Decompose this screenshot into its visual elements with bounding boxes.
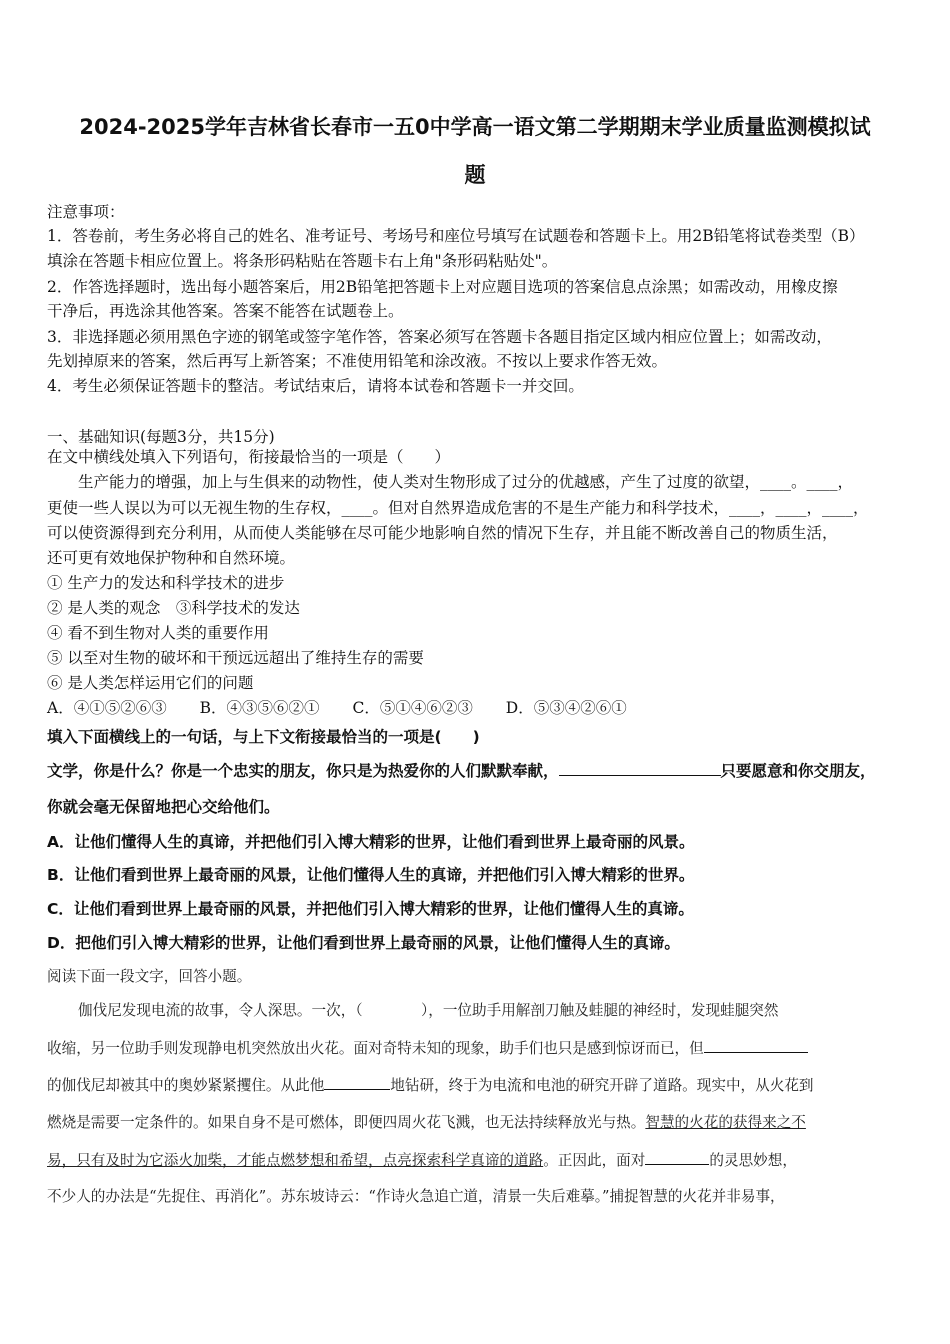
q1-option-d: D．⑤③④②⑥① — [505, 699, 627, 717]
notice-heading: 注意事项： — [47, 203, 125, 221]
reading-line-2 — [47, 1038, 808, 1060]
reading-blank-3 — [645, 1150, 709, 1165]
q1-passage-4: 还可更有效地保护物种和自然环境。 — [47, 549, 296, 567]
reading-line-5-text-b: 的灵思妙想， — [709, 1152, 797, 1169]
exam-title-line2: 题 — [464, 163, 486, 187]
notice-item-4: 4．考生必须保证答题卡的整洁。考试结束后，请将本试卷和答题卡一并交回。 — [47, 377, 584, 395]
reading-line-2-text: 收缩，另一位助手则发现静电机突然放出火花。面对奇特未知的现象，助手们也只是感到惊讶而已，但 — [47, 1040, 704, 1057]
reading-line-3-text-b: 地钻研，终于为电流和电池的研究开辟了道路。现实中，从火花到 — [390, 1077, 814, 1094]
q1-option-c: C．⑤①④⑥②③ — [352, 699, 473, 717]
exam-title-line1: 2024-2025学年吉林省长春市一五0中学高一语文第二学期期末学业质量监测模拟试 — [79, 115, 871, 139]
q2-text-before-blank: 文学，你是什么？你是一个忠实的朋友，你只是为热爱你的人们默默奉献， — [47, 762, 559, 780]
q2-answer-blank — [559, 761, 721, 776]
q1-passage-2: 更使一些人误以为可以无视生物的生存权，____。但对自然界造成危害的不是生产能力和科学技术，____，____，____， — [47, 499, 869, 517]
q2-text-line1 — [47, 760, 876, 782]
q1-sentence-3: ④ 看不到生物对人类的重要作用 — [47, 624, 269, 642]
notice-item-3a: 3．非选择题必须用黑色字迹的钢笔或签字笔作答，答案必须写在答题卡各题目指定区域内相应位置上；如需改动， — [47, 328, 832, 346]
reading-line-5 — [47, 1150, 797, 1172]
q2-option-b: B．让他们看到世界上最奇丽的风景，让他们懂得人生的真谛，并把他们引入博大精彩的世界。 — [47, 866, 695, 884]
reading-line-4 — [47, 1112, 806, 1134]
q2-stem: 填入下面横线上的一句话，与上下文衔接最恰当的一项是( ) — [47, 728, 480, 746]
q1-sentence-1: ① 生产力的发达和科学技术的进步 — [47, 574, 285, 592]
q1-option-a: A．④①⑤②⑥③ — [47, 699, 167, 717]
notice-item-3b: 先划掉原来的答案，然后再写上新答案；不准使用铅笔和涂改液。不按以上要求作答无效。 — [47, 352, 668, 370]
reading-underlined-sentence-a: 智慧的火花的获得来之不 — [645, 1114, 806, 1131]
reading-underlined-sentence-b: 易，只有及时为它添火加柴，才能点燃梦想和希望，点亮探索科学真谛的道路 — [47, 1152, 544, 1169]
reading-line-4-text: 燃烧是需要一定条件的。如果自身不是可燃体，即便四周火花飞溅，也无法持续释放光与热。 — [47, 1114, 646, 1131]
notice-item-2b: 干净后，再选涂其他答案。答案不能答在试题卷上。 — [47, 302, 404, 320]
notice-item-1b: 填涂在答题卡相应位置上。将条形码粘贴在答题卡右上角"条形码粘贴处"。 — [47, 252, 558, 270]
q2-option-a: A．让他们懂得人生的真谛，并把他们引入博大精彩的世界，让他们看到世界上最奇丽的风景。 — [47, 833, 695, 851]
q1-sentence-5: ⑥ 是人类怎样运用它们的问题 — [47, 674, 254, 692]
q1-passage-1: 生产能力的增强，加上与生俱来的动物性，使人类对生物形成了过分的优越感，产生了过度的欲望，____。____， — [78, 473, 854, 491]
reading-blank-1 — [704, 1038, 808, 1053]
q2-text-line2: 你就会毫无保留地把心交给他们。 — [47, 798, 280, 816]
q2-option-d: D．把他们引入博大精彩的世界，让他们看到世界上最奇丽的风景，让他们懂得人生的真谛。 — [47, 934, 680, 952]
reading-intro: 阅读下面一段文字，回答小题。 — [47, 968, 252, 985]
q1-stem: 在文中横线处填入下列语句，衔接最恰当的一项是（ ） — [47, 448, 451, 466]
reading-line-3-text-a: 的伽伐尼却被其中的奥妙紧紧攫住。从此他 — [47, 1077, 325, 1094]
reading-line-6: 不少人的办法是“先捉住、再消化”。苏东坡诗云：“作诗火急追亡道，清景一失后难摹。”捕捉智慧的火花并非易事， — [47, 1188, 785, 1205]
reading-line-5-text-a: 。正因此，面对 — [543, 1152, 646, 1169]
q1-passage-3: 可以使资源得到充分利用，从而使人类能够在尽可能少地影响自然的情况下生存，并且能不断改善自己的物质生活， — [47, 524, 838, 542]
q1-options — [47, 697, 627, 719]
q1-option-b: B．④③⑤⑥②① — [199, 699, 320, 717]
q2-option-c: C．让他们看到世界上最奇丽的风景，并把他们引入博大精彩的世界，让他们懂得人生的真谛。 — [47, 900, 694, 918]
q2-text-after-blank: 只要愿意和你交朋友， — [720, 762, 876, 780]
section-heading: 一、基础知识(每题3分，共15分) — [47, 428, 275, 446]
reading-line-1: 伽伐尼发现电流的故事，令人深思。一次，（ ），一位助手用解剖刀触及蛙腿的神经时，发现蛙腿突然 — [78, 1002, 779, 1019]
notice-item-2a: 2．作答选择题时，选出每小题答案后，用2B铅笔把答题卡上对应题目选项的答案信息点涂黑；如需改动，用橡皮擦 — [47, 278, 838, 296]
notice-item-1a: 1．答卷前，考生务必将自己的姓名、准考证号、考场号和座位号填写在试题卷和答题卡上。用2B铅笔将试卷类型（B） — [47, 227, 865, 245]
q1-sentence-2: ② 是人类的观念 ③科学技术的发达 — [47, 599, 300, 617]
q1-sentence-4: ⑤ 以至对生物的破坏和干预远远超出了维持生存的需要 — [47, 649, 424, 667]
reading-blank-2 — [324, 1075, 390, 1090]
reading-line-3 — [47, 1075, 814, 1097]
